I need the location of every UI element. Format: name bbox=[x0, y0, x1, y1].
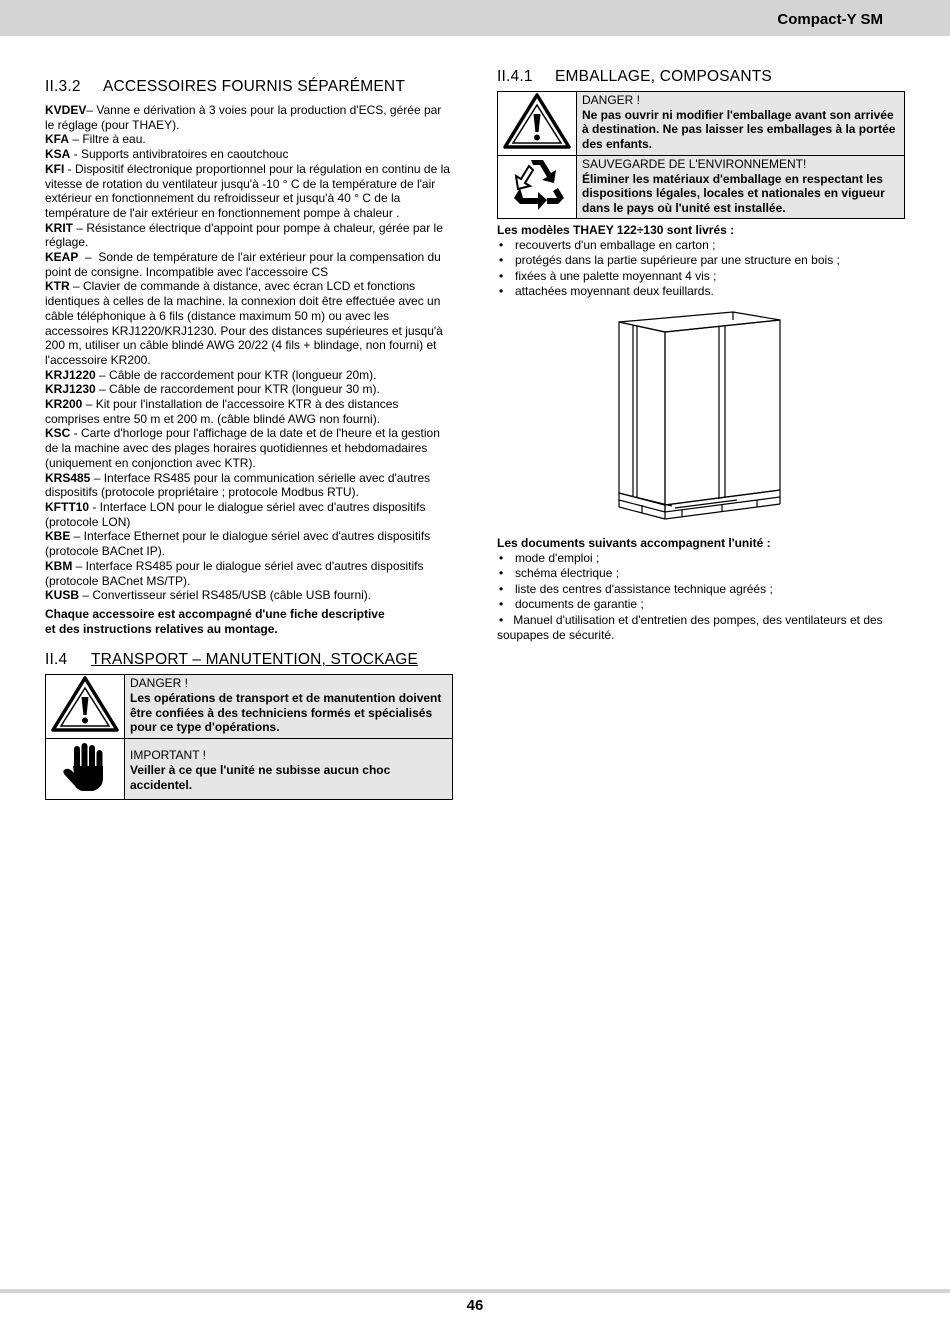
accessory-description: – Résistance électrique d'appoint pour pompe à chaleur, gérée par le réglage. bbox=[45, 220, 447, 250]
accessory-code: KFTT10 bbox=[45, 499, 90, 514]
delivered-list bbox=[497, 238, 905, 300]
section-number: II.4.1 bbox=[497, 68, 533, 85]
section-title: EMBALLAGE, COMPOSANTS bbox=[555, 68, 772, 85]
footer-band bbox=[0, 1289, 950, 1293]
packaged-unit-figure bbox=[497, 300, 905, 530]
accessory-description: – Convertisseur sériel RS485/USB (câble USB fourni). bbox=[79, 588, 372, 603]
documents-list bbox=[497, 551, 905, 644]
accessory-description: – Interface RS485 pour la communication sérielle avec d'autres dispositifs (protocole propriétaire ; protocole Modbus RTU). bbox=[45, 470, 434, 500]
accessory-item bbox=[45, 162, 453, 221]
warning-label: DANGER ! bbox=[130, 676, 189, 691]
list-item: • mode d'emploi ; bbox=[497, 551, 905, 567]
document-title: Compact-Y SM bbox=[777, 11, 883, 28]
page-number: 46 bbox=[466, 1297, 484, 1314]
left-column bbox=[45, 78, 453, 800]
accessory-code: KRJ1230 bbox=[45, 382, 96, 397]
list-item: • recouverts d'un emballage en carton ; bbox=[497, 238, 905, 254]
accessory-code: KUSB bbox=[45, 588, 80, 603]
accessory-code: KBE bbox=[45, 529, 71, 544]
accessory-code: KRS485 bbox=[45, 470, 91, 485]
accessory-list bbox=[45, 103, 453, 603]
accessory-description: - Dispositif électronique proportionnel pour la régulation en continu de la vitesse de rotation du ventilateur jusqu'à -10 ° C de la température de l'air extérieur en fonctionnement du refroidisseur et jusqu'à 40 ° C de la température de l'air extérieur en fonctionnement pompe à chaleur . bbox=[45, 161, 454, 220]
warning-message: Veiller à ce que l'unité ne subisse aucun choc accidentel. bbox=[130, 763, 391, 792]
section-title: ACCESSOIRES FOURNIS SÉPARÉMENT bbox=[103, 78, 405, 95]
section-number: II.4 bbox=[45, 651, 68, 669]
warning-text-cell bbox=[125, 739, 453, 800]
accessory-item bbox=[45, 559, 453, 588]
accessory-description: – Vanne e dérivation à 3 voies pour la production d'ECS, gérée par le réglage (pour THAEY). bbox=[45, 103, 448, 132]
packaged-unit-illustration bbox=[497, 300, 905, 530]
accessory-item bbox=[45, 529, 453, 558]
warning-icon-cell bbox=[46, 675, 125, 739]
accessory-code: KTR bbox=[45, 279, 70, 294]
accessory-item bbox=[45, 250, 453, 279]
transport-warning-table bbox=[45, 674, 453, 800]
accessory-code: KSA bbox=[45, 147, 71, 162]
list-item: • protégés dans la partie supérieure par une structure en bois ; bbox=[497, 253, 905, 269]
accessory-note-line: Chaque accessoire est accompagné d'une fiche descriptive bbox=[45, 606, 385, 621]
warning-message: Les opérations de transport et de manutention doivent être confiées à des techniciens formés et spécialisés pour ce type d'opérations. bbox=[130, 691, 442, 735]
packaging-warning-table bbox=[497, 91, 905, 219]
accessory-description: - Carte d'horloge pour l'affichage de la date et de l'heure et la gestion de la machine avec des plages horaires quotidiennes et hebdomadaires (uniquement en conjonction avec KTR). bbox=[45, 426, 444, 470]
warning-text-cell bbox=[577, 156, 905, 219]
accessory-description: – Kit pour l'installation de l'accessoire KTR à des distances comprises entre 50 m et 200 m. (câble blindé AWG non fourni). bbox=[45, 397, 402, 426]
list-item: • documents de garantie ; bbox=[497, 597, 905, 613]
warning-row bbox=[46, 739, 453, 800]
accessory-code: KVDEV bbox=[45, 103, 87, 117]
warning-label: DANGER ! bbox=[582, 93, 641, 107]
accessory-item bbox=[45, 221, 453, 250]
section-title: TRANSPORT – MANUTENTION, STOCKAGE bbox=[91, 651, 418, 669]
accessory-description: – Sonde de température de l'air extérieur pour la compensation du point de consigne. Incompatible avec l'accessoire CS bbox=[45, 250, 445, 279]
section-heading-transport bbox=[45, 651, 453, 669]
accessory-description: – Interface RS485 pour le dialogue sériel avec d'autres dispositifs (protocole BACnet MS/TP). bbox=[45, 558, 427, 588]
accessory-item bbox=[45, 382, 453, 397]
accessory-code: KEAP bbox=[45, 250, 79, 265]
accessory-description: – Clavier de commande à distance, avec écran LCD et fonctions identiques à celles de la machine. la connexion doit être effectuée avec un câble téléphonique à 6 fils (distance maximum 50 m) ou avec les accessoires KRJ1220/KRJ1230. Pour des distances supérieures et jusqu'à 200 m, utiliser un câble blindé AWG 20/22 (4 fils + blindage, non fourni) et l'accessoire KR200. bbox=[45, 279, 447, 367]
accessory-code: KSC bbox=[45, 426, 71, 441]
danger-triangle-icon bbox=[50, 675, 120, 733]
accessory-code: KFA bbox=[45, 132, 69, 147]
accessory-item bbox=[45, 471, 453, 500]
accessory-item bbox=[45, 368, 453, 383]
list-item: • liste des centres d'assistance technique agréés ; bbox=[497, 582, 905, 598]
accessory-item bbox=[45, 279, 453, 367]
accessory-code: KR200 bbox=[45, 397, 83, 412]
accessory-description: – Câble de raccordement pour KTR (longueur 30 m). bbox=[95, 382, 380, 397]
warning-text-cell bbox=[577, 92, 905, 156]
warning-row bbox=[498, 156, 905, 219]
right-column bbox=[497, 68, 905, 644]
delivered-intro: Les modèles THAEY 122÷130 sont livrés : bbox=[497, 222, 735, 237]
warning-message: Éliminer les matériaux d'emballage en respectant les dispositions légales, locales et nationales en vigueur dans le pays où l'unité est installée. bbox=[582, 171, 885, 216]
section-heading-accessories bbox=[45, 78, 453, 96]
list-item: • attachées moyennant deux feuillards. bbox=[497, 284, 905, 300]
accessory-note bbox=[45, 607, 453, 636]
accessory-description: – Filtre à eau. bbox=[69, 132, 146, 147]
danger-triangle-icon bbox=[502, 92, 572, 150]
accessory-item bbox=[45, 132, 453, 147]
accessory-item bbox=[45, 426, 453, 470]
warning-row bbox=[46, 675, 453, 739]
accessory-code: KFI bbox=[45, 161, 65, 176]
documents-intro: Les documents suivants accompagnent l'unité : bbox=[497, 535, 771, 550]
accessory-code: KRJ1220 bbox=[45, 367, 96, 382]
accessory-note-line: et des instructions relatives au montage. bbox=[45, 621, 278, 636]
hand-stop-icon bbox=[60, 740, 110, 794]
warning-message: Ne pas ouvrir ni modifier l'emballage avant son arrivée à destination. Ne pas laisser les emballages à la portée des enfants. bbox=[582, 107, 896, 152]
accessory-item bbox=[45, 103, 453, 132]
accessory-item bbox=[45, 397, 453, 426]
accessory-description: - Supports antivibratoires en caoutchouc bbox=[70, 147, 289, 162]
accessory-item bbox=[45, 147, 453, 162]
warning-icon-cell bbox=[498, 156, 577, 219]
recycle-icon bbox=[507, 156, 567, 212]
warning-label: IMPORTANT ! bbox=[130, 748, 207, 763]
accessory-item bbox=[45, 588, 453, 603]
accessory-description: – Câble de raccordement pour KTR (longueur 20m). bbox=[95, 367, 377, 382]
warning-icon-cell bbox=[498, 92, 577, 156]
warning-text-cell bbox=[125, 675, 453, 739]
section-heading-packaging bbox=[497, 68, 905, 86]
accessory-code: KBM bbox=[45, 558, 73, 573]
list-item: • Manuel d'utilisation et d'entretien des pompes, des ventilateurs et des soupapes de sécurité. bbox=[497, 613, 905, 644]
section-number: II.3.2 bbox=[45, 78, 81, 95]
warning-row bbox=[498, 92, 905, 156]
accessory-description: - Interface LON pour le dialogue sériel avec d'autres dispositifs (protocole LON) bbox=[45, 499, 429, 529]
accessory-description: – Interface Ethernet pour le dialogue sériel avec d'autres dispositifs (protocole BACnet IP). bbox=[45, 529, 434, 559]
warning-icon-cell bbox=[46, 739, 125, 800]
list-item: • schéma électrique ; bbox=[497, 566, 905, 582]
accessory-item bbox=[45, 500, 453, 529]
warning-label: SAUVEGARDE DE L'ENVIRONNEMENT! bbox=[582, 157, 807, 171]
accessory-code: KRIT bbox=[45, 220, 73, 235]
list-item: • fixées à une palette moyennant 4 vis ; bbox=[497, 269, 905, 285]
